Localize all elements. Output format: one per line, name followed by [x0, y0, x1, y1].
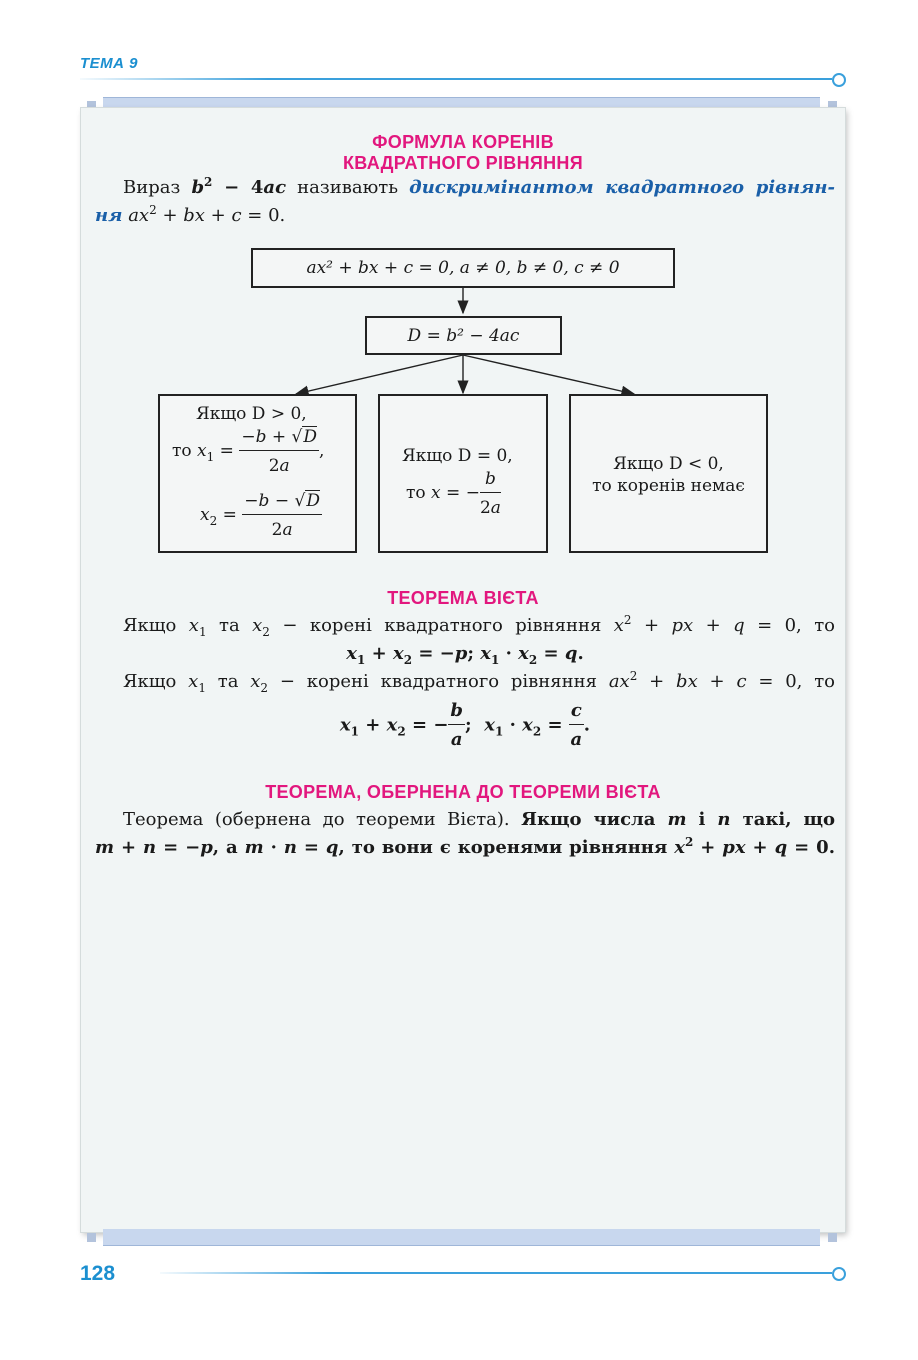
- section-title-vieta: ТЕОРЕМА ВІЄТА: [387, 588, 539, 608]
- vieta-formula-general: $x_1 + x_2$ = − $\frac{b}{a}$ ; $x_1 \cdot x_2$ = $\frac{c}{a}$ .: [339, 700, 591, 750]
- topic-label: ТЕМА 9: [80, 55, 139, 72]
- vieta-statement-1: Якщо $x_1$ та $x_2$ − корені квадратного рівняння $x^2$ + px + q = 0, то $x_1 + x_2 = -p$; $x_1 \cdot x_2 = q$.: [123, 613, 835, 667]
- root-x2-formula: $x_2$ = $\frac{-b - √D}{2a}$: [200, 491, 320, 540]
- case-positive-box: Якщо D > 0, то $x_1$ = $\frac{-b + √D}{2a}$ , $x_2$ = $\frac{-b - √D}{2a}$: [158, 394, 357, 553]
- section-title-converse-vieta: ТЕОРЕМА, ОБЕРНЕНА ДО ТЕОРЕМИ ВІЄТА: [265, 782, 661, 802]
- discriminant-term: дискримінантом квадратного рівнян-: [409, 177, 836, 198]
- discriminant-box: D = b² − 4ac: [365, 316, 562, 355]
- equation-box: ax² + bx + c = 0, a ≠ 0, b ≠ 0, c ≠ 0: [251, 248, 675, 288]
- discriminant-definition: Вираз $b^2 - 4ac$ називають дискримінантом квадратного рівнян- ня $ax^2$ + bx + c = 0.: [95, 175, 836, 226]
- case-zero-box: Якщо D = 0, то x = − $\frac{b}{2a}$: [378, 394, 548, 553]
- converse-vieta-statement: Теорема (обернена до теореми Вієта). Якщо числа m і n такі, що m + n = −p, а m · n = q, то вони є коренями рівняння $x^2$ + px + q = 0.: [95, 809, 835, 858]
- root-x1-formula: то $x_1$ = $\frac{-b + √D}{2a}$ ,: [172, 427, 325, 476]
- vieta-statement-2: Якщо $x_1$ та $x_2$ − корені квадратного рівняння $ax^2$ + bx + c = 0, то: [123, 669, 836, 695]
- footer-rule: [160, 1272, 832, 1274]
- section-title-formula: ФОРМУЛА КОРЕНІВ КВАДРАТНОГО РІВНЯННЯ: [343, 132, 583, 173]
- footer-rule-end-circle-icon: [832, 1267, 846, 1281]
- case-negative-box: Якщо D < 0, то коренів немає: [569, 394, 768, 553]
- single-root-formula: то x = − $\frac{b}{2a}$: [406, 469, 501, 518]
- page-number: 128: [80, 1262, 116, 1285]
